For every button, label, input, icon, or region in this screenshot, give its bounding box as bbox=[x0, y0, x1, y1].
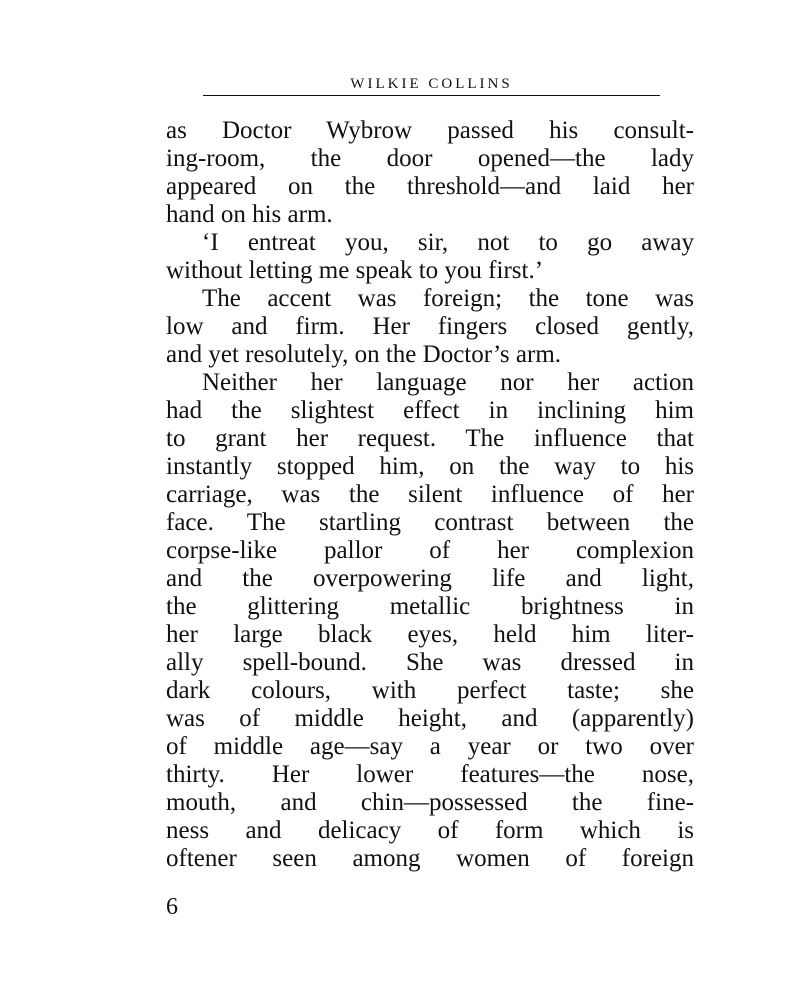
body-text bbox=[166, 117, 694, 873]
text-line: The accent was foreign; the tone was bbox=[202, 285, 694, 312]
text-line: appeared on the threshold—and laid her bbox=[166, 173, 694, 200]
text-line: low and firm. Her fingers closed gently, bbox=[166, 313, 694, 340]
text-line: as Doctor Wybrow passed his consult- bbox=[166, 117, 694, 144]
text-line: ‘I entreat you, sir, not to go away bbox=[202, 229, 694, 256]
text-line: mouth, and chin—possessed the fine- bbox=[166, 789, 694, 816]
text-line: ally spell-bound. She was dressed in bbox=[166, 649, 694, 676]
running-head: WILKIE COLLINS bbox=[350, 76, 513, 92]
text-line: carriage, was the silent influence of her bbox=[166, 481, 694, 508]
text-line: and the overpowering life and light, bbox=[166, 565, 694, 592]
header-rule bbox=[203, 95, 660, 96]
text-line: of middle age—say a year or two over bbox=[166, 733, 694, 760]
text-line: corpse-like pallor of her complexion bbox=[166, 537, 694, 564]
text-line: dark colours, with perfect taste; she bbox=[166, 677, 694, 704]
text-line: oftener seen among women of foreign bbox=[166, 845, 694, 872]
text-line: thirty. Her lower features—the nose, bbox=[166, 761, 694, 788]
text-line: the glittering metallic brightness in bbox=[166, 593, 694, 620]
text-line: ing-room, the door opened—the lady bbox=[166, 145, 694, 172]
page-number: 6 bbox=[166, 894, 178, 920]
text-line: instantly stopped him, on the way to his bbox=[166, 453, 694, 480]
text-line: hand on his arm. bbox=[166, 201, 333, 228]
text-line: ness and delicacy of form which is bbox=[166, 817, 694, 844]
text-line: Neither her language nor her action bbox=[202, 369, 694, 396]
text-line: to grant her request. The influence that bbox=[166, 425, 694, 452]
text-line: had the slightest effect in inclining him bbox=[166, 397, 694, 424]
text-line: face. The startling contrast between the bbox=[166, 509, 694, 536]
text-line: and yet resolutely, on the Doctor’s arm. bbox=[166, 341, 562, 368]
text-line: her large black eyes, held him liter- bbox=[166, 621, 694, 648]
text-line: was of middle height, and (apparently) bbox=[166, 705, 694, 732]
text-line: without letting me speak to you first.’ bbox=[166, 257, 544, 284]
